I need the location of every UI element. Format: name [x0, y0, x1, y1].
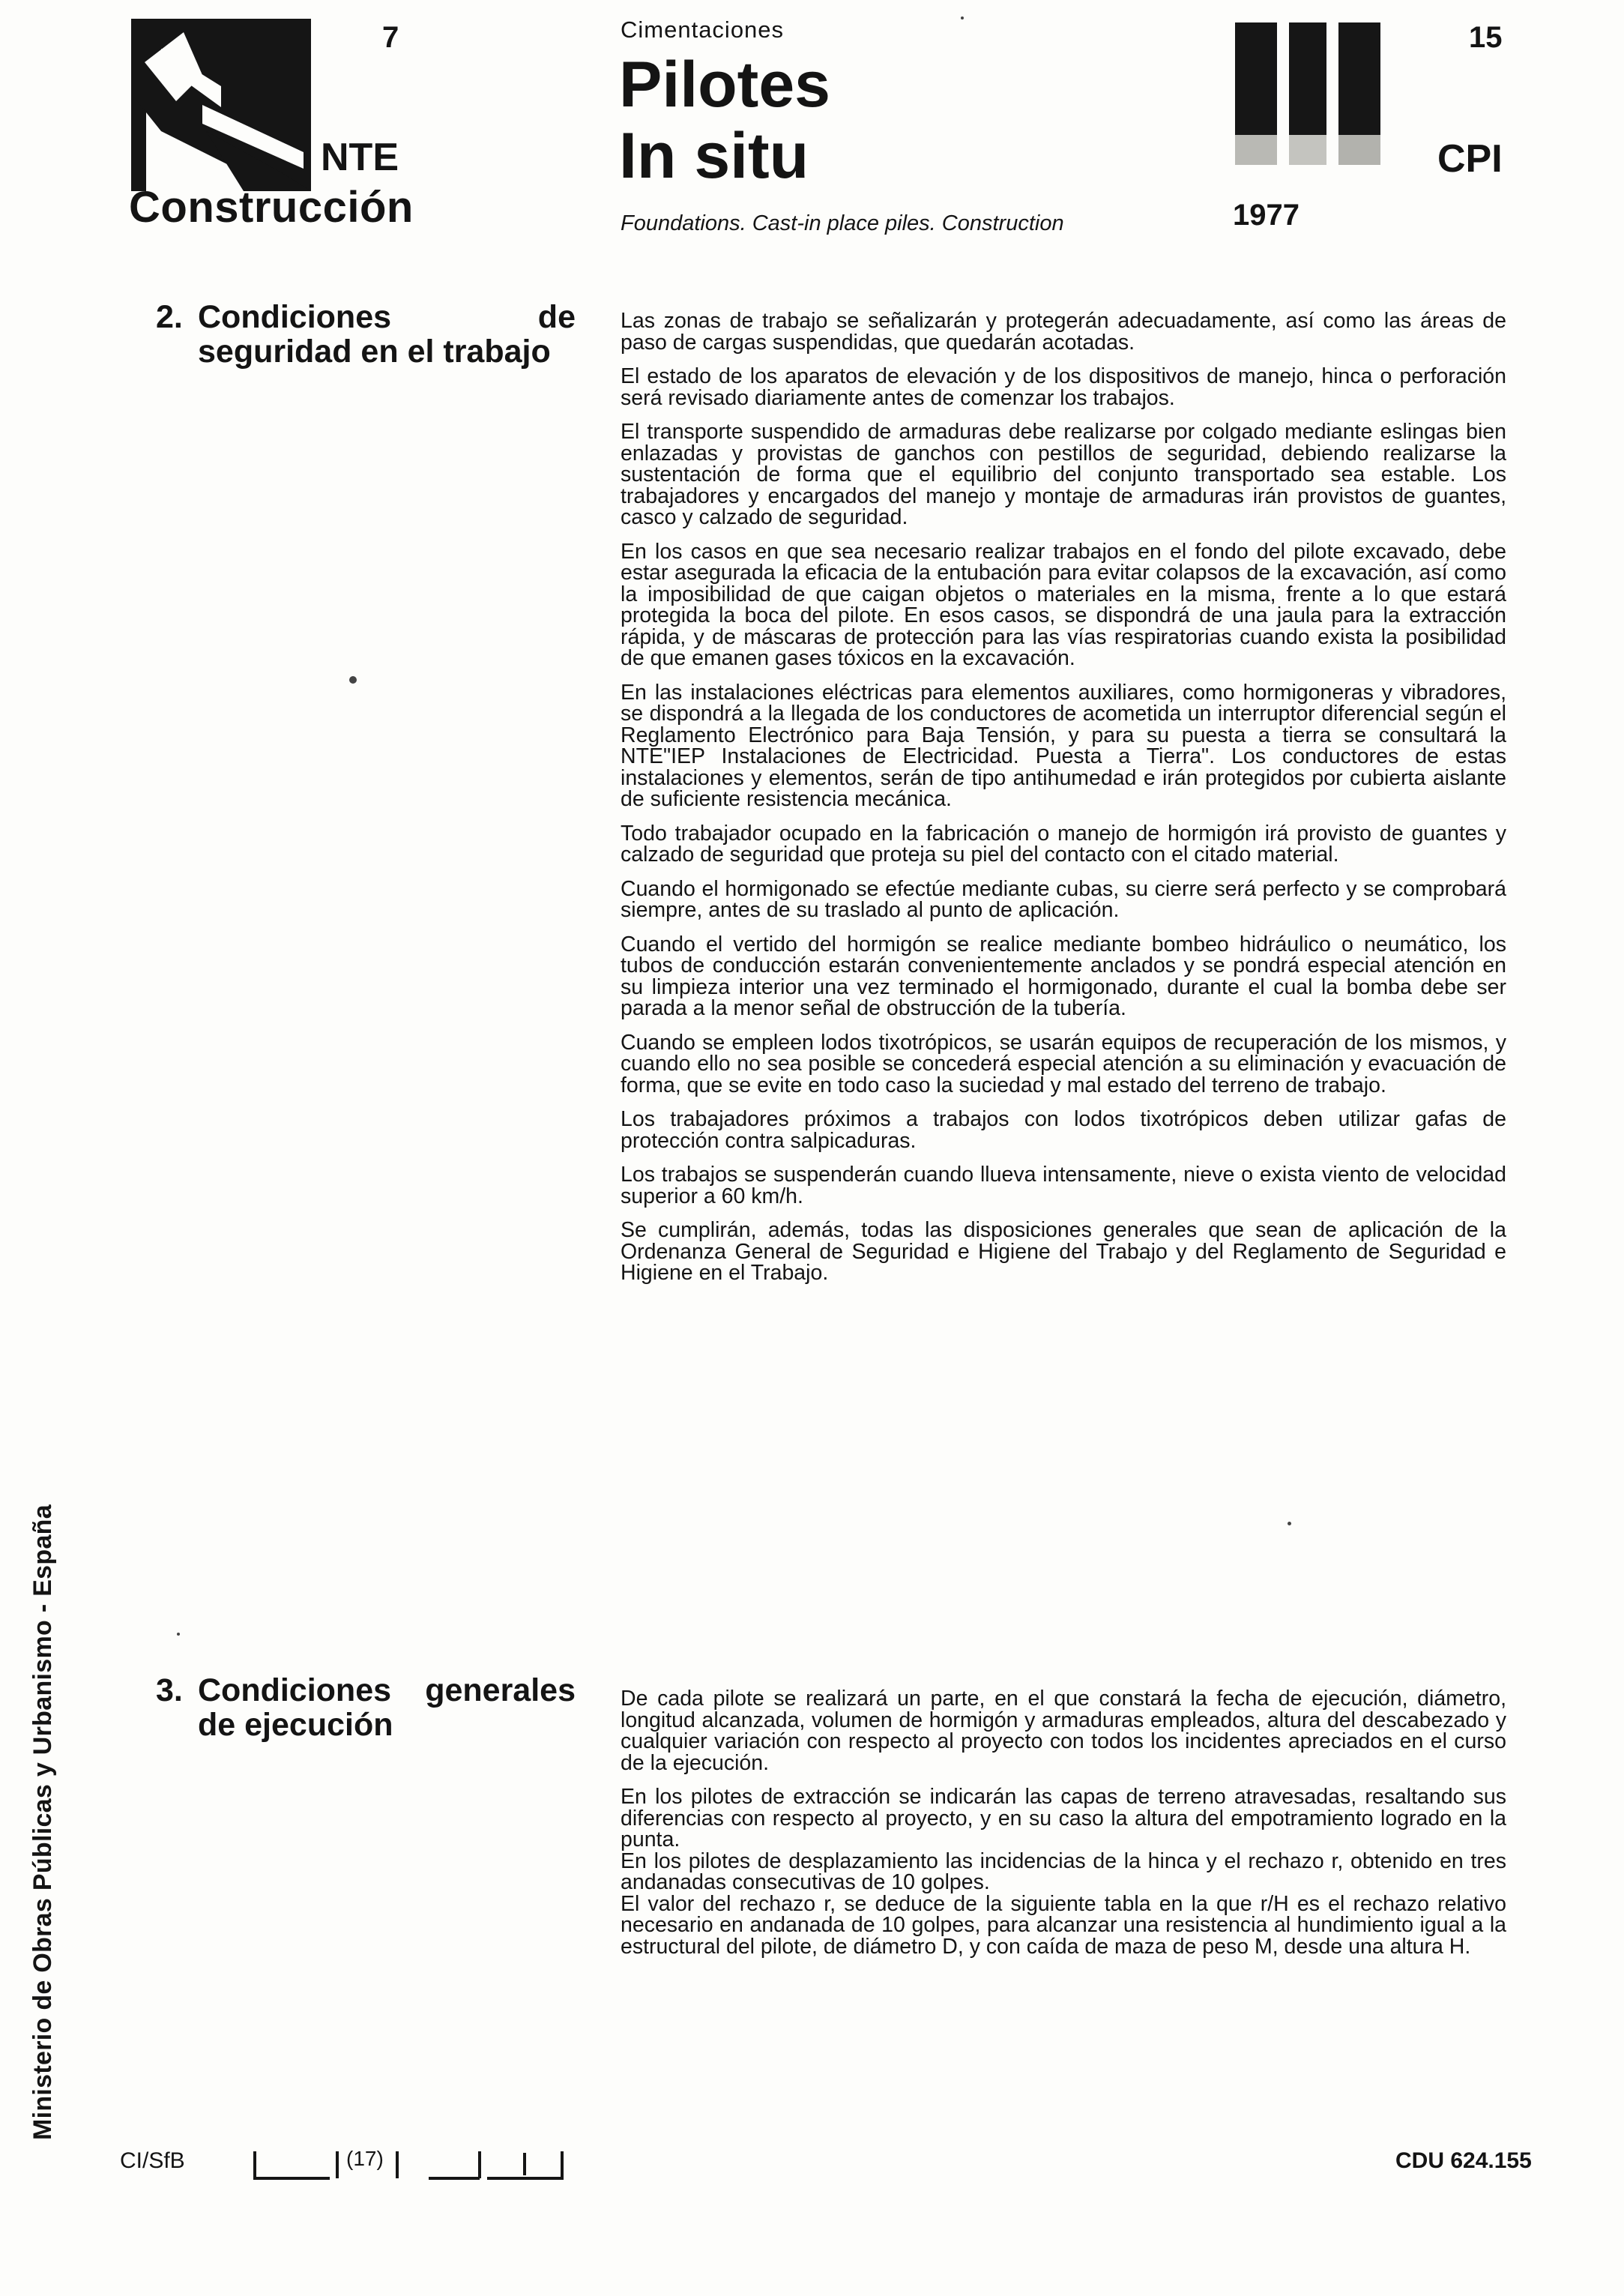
nte-logo — [131, 19, 311, 191]
trowel-logo-icon — [131, 19, 311, 191]
paragraph: Se cumplirán, además, todas las disposiciones generales que sean de aplicación de la Ordenanza General de Seguridad e Higiene del Trabajo y del Reglamento de Seguridad e Higiene en el Trabajo. — [621, 1218, 1506, 1285]
paragraph: Los trabajadores próximos a trabajos con lodos tixotrópicos deben utilizar gafas de protección contra salpicaduras. — [621, 1107, 1506, 1153]
paragraph: Cuando el hormigonado se efectúe mediante cubas, su cierre será perfecto y se comprobará siempre, antes de su traslado al punto de aplicación. — [621, 876, 1506, 922]
classification-bars-icon — [1235, 16, 1407, 189]
paragraph: Los trabajos se suspenderán cuando llueva intensamente, nieve o exista viento de velocidad superior a 60 km/h. — [621, 1163, 1506, 1208]
print-speck — [1288, 1522, 1291, 1525]
section-number: 3. — [156, 1672, 183, 1708]
paragraph: En las instalaciones eléctricas para elementos auxiliares, como hormigoneras y vibradores, se dispondrá a la llegada de los conductores de acometida un interruptor diferencial según el Reglamento Electrónico para Baja Tensión, y para su puesta a tierra se consultará la NTE"IEP Instalaciones de Electricidad. Puesta a Tierra". Los conductores de estas instalaciones y elementos, serán de tipo antihumedad e irán protegidos por cubierta aislante de suficiente resistencia mecánica. — [621, 680, 1506, 811]
paragraph: En los pilotes de desplazamiento las incidencias de la hinca y el rechazo r, obtenido en tres andanadas consecutivas de 10 golpes. — [621, 1848, 1506, 1894]
paragraph: Las zonas de trabajo se señalizarán y protegerán adecuadamente, así como las áreas de paso de cargas suspendidas, que quedarán acotadas. — [621, 309, 1506, 355]
document-code: CPI — [1437, 137, 1503, 181]
section-title: Condiciones de seguridad en el trabajo — [198, 299, 576, 370]
section-heading-3 — [156, 1673, 576, 1742]
ministry-vertical-label: Ministerio de Obras Públicas y Urbanismo - España — [28, 1504, 57, 2140]
nte-label: NTE — [321, 136, 399, 179]
section-heading-2 — [156, 300, 576, 369]
page-number-right: 15 — [1469, 21, 1503, 54]
english-subtitle: Foundations. Cast-in place piles. Construction — [621, 211, 1064, 235]
print-speck — [961, 16, 964, 19]
section-number: 2. — [156, 299, 183, 335]
paragraph: De cada pilote se realizará un parte, en el que constará la fecha de ejecución, diámetro, longitud alcanzada, volumen de hormigón y armaduras empleados, altura del descabezado y cualquier variación con respecto al proyecto con todos los incidentes apreciados en el curso de la ejecución. — [621, 1687, 1506, 1775]
document-title-line1: Pilotes — [619, 49, 830, 121]
section-title: Condiciones generales de ejecución — [198, 1672, 576, 1743]
cisfb-code: (17) — [346, 2147, 384, 2170]
category-label: Cimentaciones — [621, 16, 785, 43]
cisfb-label: CI/SfB — [120, 2148, 185, 2173]
page-number-left: 7 — [382, 21, 399, 54]
cisfb-classification-boxes — [247, 2142, 570, 2187]
print-speck — [177, 1633, 180, 1636]
section-3-body — [621, 1688, 1506, 1970]
paragraph: Cuando el vertido del hormigón se realice mediante bombeo hidráulico o neumático, los tubos de conducción estarán convenientemente anclados y se pondrá especial atención en su limpieza interior una vez terminado el hormigonado, durante el cual la bomba debe ser parada a la menor señal de obstrucción de la tubería. — [621, 932, 1506, 1020]
paragraph: El valor del rechazo r, se deduce de la siguiente tabla en la que r/H es el rechazo relativo necesario en andanada de 10 golpes, para alcanzar una resistencia al hundimiento igual a la estructural del pilote, de diámetro D, y con caída de maza de peso M, desde una altura H. — [621, 1891, 1506, 1959]
paragraph: El transporte suspendido de armaduras debe realizarse por colgado mediante eslingas bien enlazadas y provistas de ganchos con pestillos de seguridad, debiendo realizarse la sustentación de forma que el equilibrio del conjunto transportado sea estable. Los trabajadores y encargados del manejo y montaje de armaduras irán provistos de guantes, casco y calzado de seguridad. — [621, 420, 1506, 529]
paragraph: En los casos en que sea necesario realizar trabajos en el fondo del pilote excavado, debe estar asegurada la eficacia de la entubación para evitar colapsos de la excavación, así como la imposibilidad de que caigan objetos o materiales en la misma, frente a lo que estará protegida la boca del pilote. En esos casos, se dispondrá de una jaula para la extracción rápida, y de máscaras de protección para las vías respiratorias cuando exista la posibilidad de que emanen gases tóxicos en la excavación. — [621, 539, 1506, 670]
section-2-body — [621, 310, 1506, 1297]
print-speck — [349, 676, 357, 684]
paragraph: Todo trabajador ocupado en la fabricación o manejo de hormigón irá provisto de guantes y calzado de seguridad que proteja su piel del contacto con el citado material. — [621, 821, 1506, 867]
paragraph: El estado de los aparatos de elevación y de los dispositivos de manejo, hinca o perforación será revisado diariamente antes de comenzar los trabajos. — [621, 364, 1506, 410]
cdu-classification: CDU 624.155 — [1395, 2148, 1532, 2173]
paragraph: Cuando se empleen lodos tixotrópicos, se usarán equipos de recuperación de los mismos, y cuando ello no sea posible se concederá especial atención a su eliminación y evacuación de forma, que se evite en todo caso la suciedad y mal estado del terreno de trabajo. — [621, 1030, 1506, 1097]
document-title-line2: In situ — [619, 120, 809, 192]
publisher-series-label: Construcción — [129, 183, 414, 232]
paragraph: En los pilotes de extracción se indicarán las capas de terreno atravesadas, resaltando sus diferencias con respecto al proyecto, y en su caso la altura del empotramiento logrado en la punta. — [621, 1785, 1506, 1851]
publication-year: 1977 — [1233, 199, 1299, 232]
